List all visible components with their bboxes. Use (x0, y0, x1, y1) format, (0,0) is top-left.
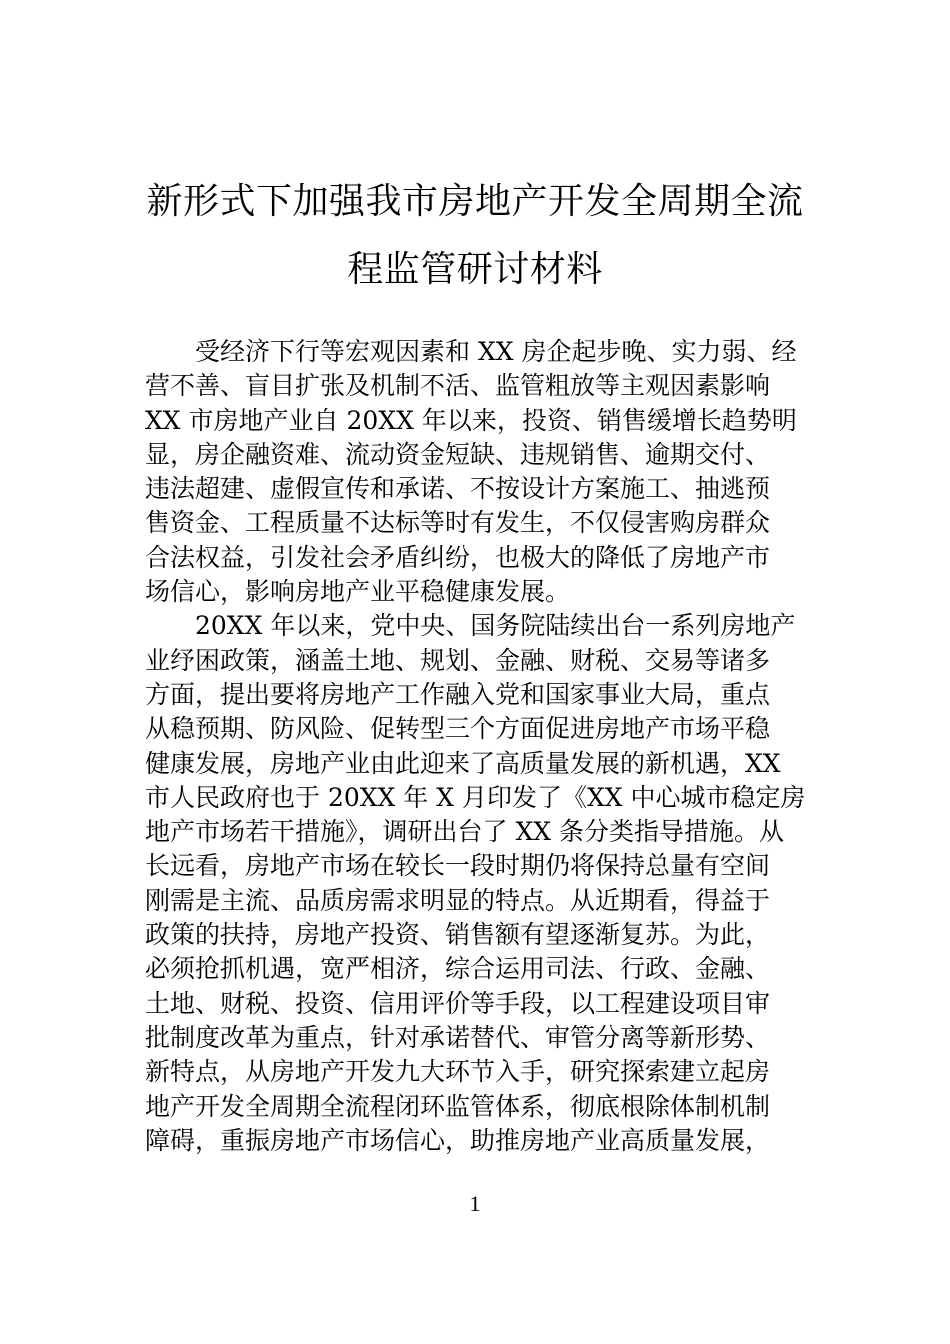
body-line: 必须抢抓机遇，宽严相济，综合运用司法、行政、金融、 (145, 954, 771, 984)
body-line: 从稳预期、防风险、促转型三个方面促进房地产市场平稳 (145, 714, 771, 744)
body-line: 营不善、盲目扩张及机制不活、监管粗放等主观因素影响 (145, 371, 771, 401)
body-line: 显，房企融资难、流动资金短缺、违规销售、逾期交付、 (145, 439, 771, 469)
page-number: 1 (469, 1191, 481, 1216)
body-line: 20XX 年以来，党中央、国务院陆续出台一系列房地产 (195, 611, 796, 641)
body-line: 刚需是主流、品质房需求明显的特点。从近期看，得益于 (145, 885, 771, 915)
document-title (140, 168, 810, 304)
body-line: XX 市房地产业自 20XX 年以来，投资、销售缓增长趋势明 (145, 405, 797, 435)
body-line: 市人民政府也于 20XX 年 X 月印发了《XX 中心城市稳定房 (145, 782, 806, 812)
title-line-1: 新形式下加强我市房地产开发全周期全流 (146, 181, 804, 222)
title-line-2: 程监管研讨材料 (347, 249, 603, 290)
body-line: 地产开发全周期全流程闭环监管体系，彻底根除体制机制 (145, 1091, 771, 1121)
body-line: 售资金、工程质量不达标等时有发生，不仅侵害购房群众 (145, 508, 771, 538)
body-line: 新特点，从房地产开发九大环节入手，研究探索建立起房 (145, 1057, 771, 1087)
document-body (145, 335, 807, 1158)
body-line: 合法权益，引发社会矛盾纠纷，也极大的降低了房地产市 (145, 542, 771, 572)
body-line: 政策的扶持，房地产投资、销售额有望逐渐复苏。为此， (145, 920, 771, 950)
body-line: 方面，提出要将房地产工作融入党和国家事业大局，重点 (145, 679, 771, 709)
body-line: 业纾困政策，涵盖土地、规划、金融、财税、交易等诸多 (145, 645, 771, 675)
body-line: 违法超建、虚假宣传和承诺、不按设计方案施工、抽逃预 (145, 474, 771, 504)
body-line: 障碍，重振房地产市场信心，助推房地产业高质量发展， (145, 1125, 771, 1155)
body-line: 受经济下行等宏观因素和 XX 房企起步晚、实力弱、经 (195, 337, 797, 366)
body-line: 长远看，房地产市场在较长一段时期仍将保持总量有空间 (145, 851, 771, 881)
paragraph-2 (145, 609, 807, 1158)
body-line: 土地、财税、投资、信用评价等手段，以工程建设项目审 (145, 988, 771, 1018)
body-line: 批制度改革为重点，针对承诺替代、审管分离等新形势、 (145, 1022, 771, 1052)
paragraph-1 (145, 335, 807, 609)
body-line: 地产市场若干措施》，调研出台了 XX 条分类指导措施。从 (145, 817, 784, 847)
body-line: 场信心，影响房地产业平稳健康发展。 (145, 577, 571, 607)
body-line: 健康发展，房地产业由此迎来了高质量发展的新机遇，XX (145, 748, 781, 778)
